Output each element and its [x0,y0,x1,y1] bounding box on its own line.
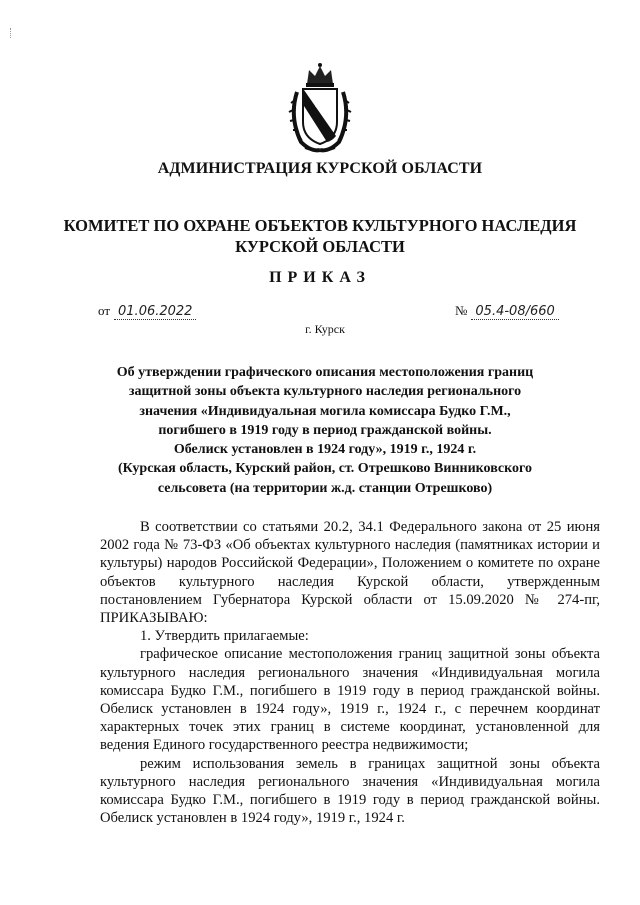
subject-line: Обелиск установлен в 1924 году», 1919 г., 1924 г. [173,442,477,458]
number-value: 05.4-08/660 [471,304,558,320]
kursk-coat-of-arms-icon [287,62,353,154]
city: г. Курск [305,322,345,336]
committee-title [0,215,640,257]
subject-line: Об утверждении графического описания местоположения границ [116,365,534,380]
subject-line: значения «Индивидуальная могила комиссара Будко Г.М., [139,403,511,419]
committee-title-line: КОМИТЕТ ПО ОХРАНЕ ОБЪЕКТОВ КУЛЬТУРНОГО НАСЛЕДИЯ [63,216,577,235]
document-date [98,303,196,320]
date-prefix: от [98,303,111,318]
document-subject [105,363,545,498]
document-body [100,518,600,827]
subject-line: (Курская область, Курский район, ст. Отрешково Винниковского [117,461,533,477]
subject-line: сельсовета (на территории ж.д. станции Отрешково) [157,480,493,496]
committee-title-line: КУРСКОЙ ОБЛАСТИ [235,237,405,256]
document-number [455,303,559,320]
document-type: ПРИКАЗ [269,269,371,286]
number-prefix: № [455,303,468,318]
administration-title: АДМИНИСТРАЦИЯ КУРСКОЙ ОБЛАСТИ [157,160,483,177]
body-paragraph: графическое описание местоположения границ защитной зоны объекта культурного наследия регионального значения «Индивидуальная могила комиссара Будко Г.М., погибшего в 1919 году в период гражданской войны. Обелиск установлен в 1924 году», 1919 г., 1924 г., с перечнем координат характерных точек этих границ в системе координат, установленной для ведения Единого государственного реестра недвижимости; [100,646,600,754]
body-paragraph: 1. Утвердить прилагаемые: [140,628,309,645]
body-paragraph: В соответствии со статьями 20.2, 34.1 Федерального закона от 25 июня 2002 года № 73-ФЗ «Об объектах культурного наследия (памятниках истории и культуры) народов Российской Федерации», Положением о комитете по охране объектов культурного наследия Курской области, утвержденным постановлением Губернатора Курской области от 15.09.2020 № 274-пг, ПРИКАЗЫВАЮ: [100,519,600,627]
subject-line: защитной зоны объекта культурного наследия регионального [128,384,522,400]
body-paragraph: режим использования земель в границах защитной зоны объекта культурного наследия регионального значения «Индивидуальная могила комиссара Будко Г.М., погибшего в 1919 году в период гражданской войны. Обелиск установлен в 1924 году», 1919 г., 1924 г. [100,755,600,827]
margin-mark [10,28,13,38]
subject-line: погибшего в 1919 году в период гражданской войны. [158,422,492,438]
date-value: 01.06.2022 [114,304,196,320]
